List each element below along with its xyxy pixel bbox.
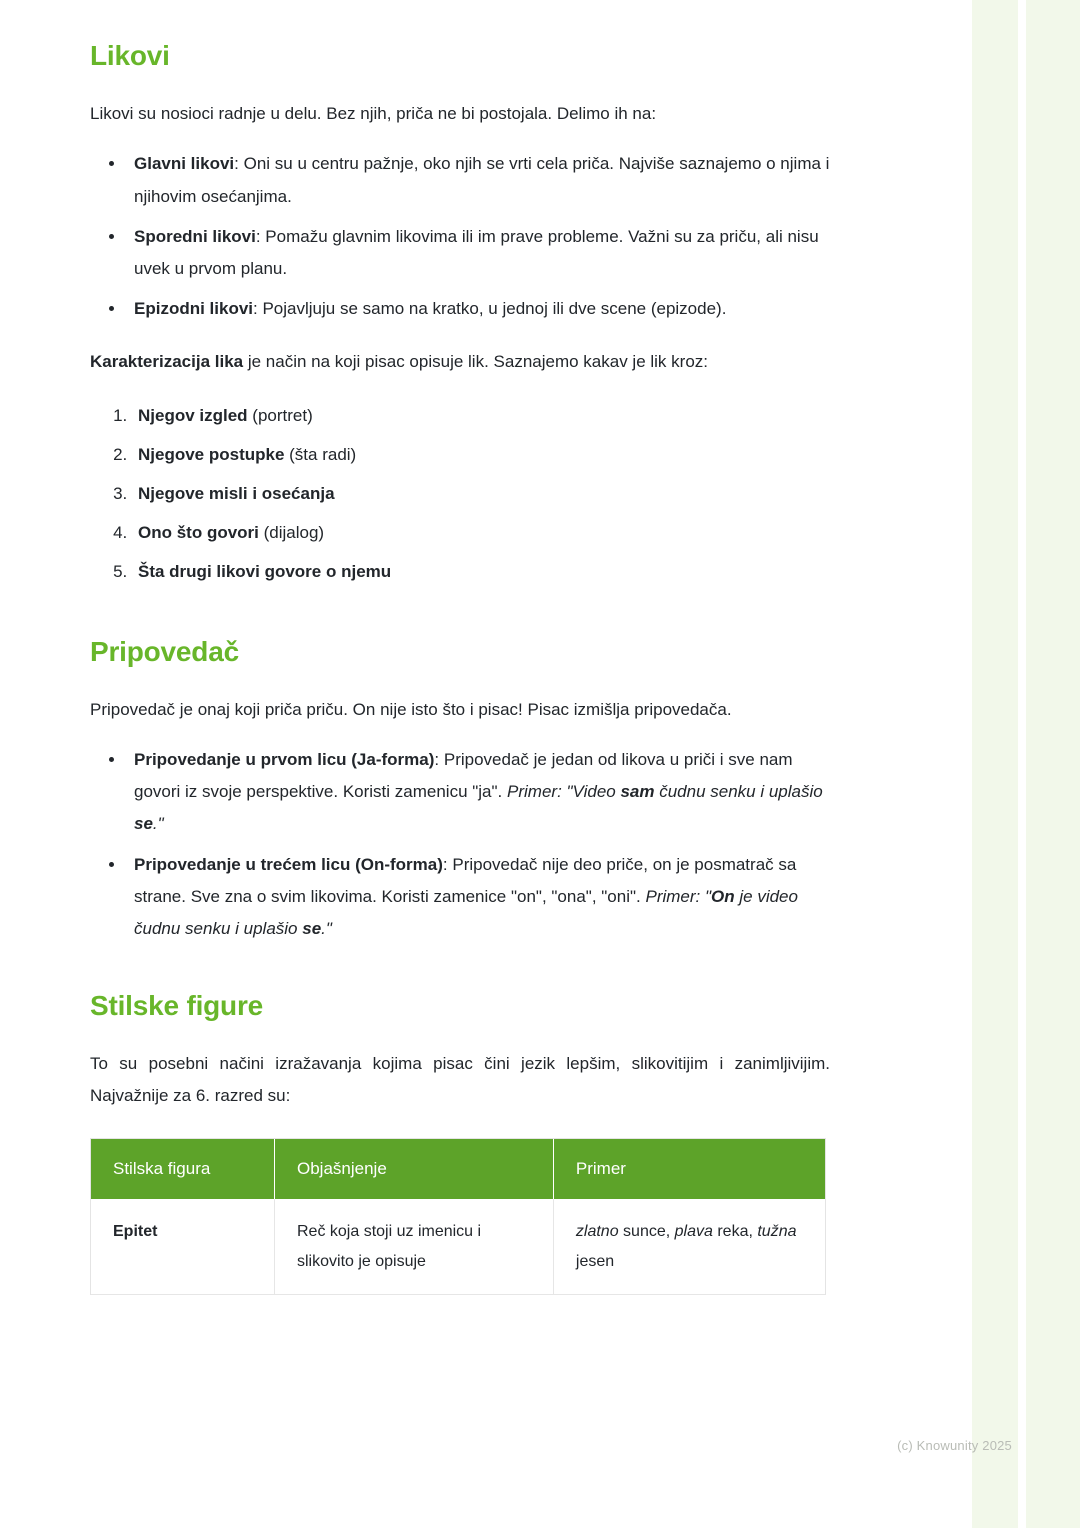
list-item <box>126 744 830 841</box>
example-bold-1: On <box>711 887 735 907</box>
list-item-rest: : Oni su u centru pažnje, oko njih se vrti cela priča. Najviše saznajemo o njima i njihovim osećanjima. <box>134 154 830 206</box>
karakterizacija-lead: Karakterizacija lika <box>90 351 244 371</box>
example-mid: je video čudnu senku i uplašio <box>134 887 798 939</box>
example-text-2: reka, <box>712 1223 758 1241</box>
table-cell-explanation: Reč koja stoji uz imenicu i slikovito je opisuje <box>275 1199 554 1295</box>
table-header-cell-figure: Stilska figura <box>91 1139 275 1199</box>
list-item-rest: (dijalog) <box>258 523 325 543</box>
watermark: (c) Knowunity 2025 <box>897 1438 1012 1453</box>
pripovedac-bullet-list <box>90 744 830 946</box>
list-item <box>132 513 830 552</box>
list-item <box>132 474 830 513</box>
example-label: Primer: " <box>645 887 712 907</box>
list-item <box>126 221 830 286</box>
example-bold-1: sam <box>620 782 655 802</box>
list-item-lead: Pripovedanje u trećem licu (On-forma) <box>134 854 443 874</box>
example-quote-close: ." <box>321 919 332 939</box>
pripovedac-intro: Pripovedač je onaj koji priča priču. On nije isto što i pisac! Pisac izmišlja pripovedača. <box>90 699 732 719</box>
list-item-rest: (portret) <box>247 406 313 426</box>
list-item-lead: Sporedni likovi <box>134 226 256 246</box>
list-item-rest: : Pripovedač nije deo priče, on je posmatrač sa strane. Sve zna o svim likovima. Koristi zamenice "on", "ona", "oni". <box>134 854 797 907</box>
example-quote-close: ." <box>152 814 164 834</box>
page-right-band-gap <box>1018 0 1026 1528</box>
example-italic-2: plava <box>674 1223 713 1241</box>
example-bold-2: se <box>134 814 153 834</box>
table-header-cell-example: Primer <box>553 1139 825 1199</box>
example-mid: čudnu senku i uplašio <box>654 782 823 802</box>
example-italic-1: zlatno <box>575 1223 619 1241</box>
karakterizacija-paragraph <box>90 346 830 378</box>
karakterizacija-rest: je način na koji pisac opisuje lik. Saznajemo kakav je lik kroz: <box>243 351 708 371</box>
table-header-row <box>91 1139 825 1199</box>
likovi-bullet-list <box>90 148 830 325</box>
list-item <box>132 435 830 474</box>
page-right-band <box>972 0 1080 1528</box>
karakterizacija-numbered-list <box>90 396 830 591</box>
list-item-rest: : Pomažu glavnim likovima ili im prave probleme. Važni su za priču, ali nisu uvek u prvom planu. <box>134 226 819 279</box>
list-item-lead: Pripovedanje u prvom licu (Ja-forma) <box>134 749 435 769</box>
page-title-likovi: Likovi <box>90 40 170 71</box>
list-item <box>126 293 830 325</box>
stilske-figure-table-wrap <box>90 1138 826 1295</box>
list-item-rest: : Pripovedač je jedan od likova u priči i sve nam govori iz svoje perspektive. Koristi zamenicu "ja". <box>134 749 793 802</box>
list-item-lead: Epizodni likovi <box>134 299 254 319</box>
list-item-lead: Njegove postupke <box>138 445 285 465</box>
example-bold-2: se <box>302 919 322 939</box>
table-cell-example <box>553 1199 825 1295</box>
list-item <box>126 849 830 946</box>
list-item-rest: (šta radi) <box>284 445 357 465</box>
list-item <box>132 396 830 435</box>
list-item <box>132 552 830 591</box>
list-item-rest: : Pojavljuju se samo na kratko, u jednoj ili dve scene (epizode). <box>253 299 727 319</box>
page-title-pripovedac: Pripovedač <box>90 635 239 667</box>
example-quote-open: "Video <box>561 782 621 802</box>
table-header-cell-explanation: Objašnjenje <box>275 1139 554 1199</box>
document-content <box>90 40 830 1295</box>
page-title-stilske-figure: Stilske figure <box>90 989 264 1021</box>
stilske-figure-intro: To su posebni načini izražavanja kojima pisac čini jezik lepšim, slikovitijim i zanimljivijim. Najvažnije za 6. razred su: <box>90 1053 830 1105</box>
example-label: Primer: <box>507 782 562 802</box>
list-item-lead: Glavni likovi <box>134 154 235 174</box>
table-row <box>91 1199 825 1295</box>
list-item-lead: Šta drugi likovi govore o njemu <box>138 562 392 582</box>
likovi-intro: Likovi su nosioci radnje u delu. Bez njih, priča ne bi postojala. Delimo ih na: <box>90 104 657 123</box>
stilske-figure-table <box>91 1139 825 1295</box>
list-item-lead: Ono što govori <box>138 523 259 543</box>
example-text-3: jesen <box>575 1252 615 1270</box>
list-item-lead: Njegov izgled <box>138 406 248 426</box>
table-cell-figure: Epitet <box>91 1199 275 1295</box>
example-italic-3: tužna <box>757 1223 797 1241</box>
list-item-lead: Njegove misli i osećanja <box>138 484 335 504</box>
list-item <box>126 148 830 213</box>
example-text-1: sunce, <box>618 1223 675 1241</box>
